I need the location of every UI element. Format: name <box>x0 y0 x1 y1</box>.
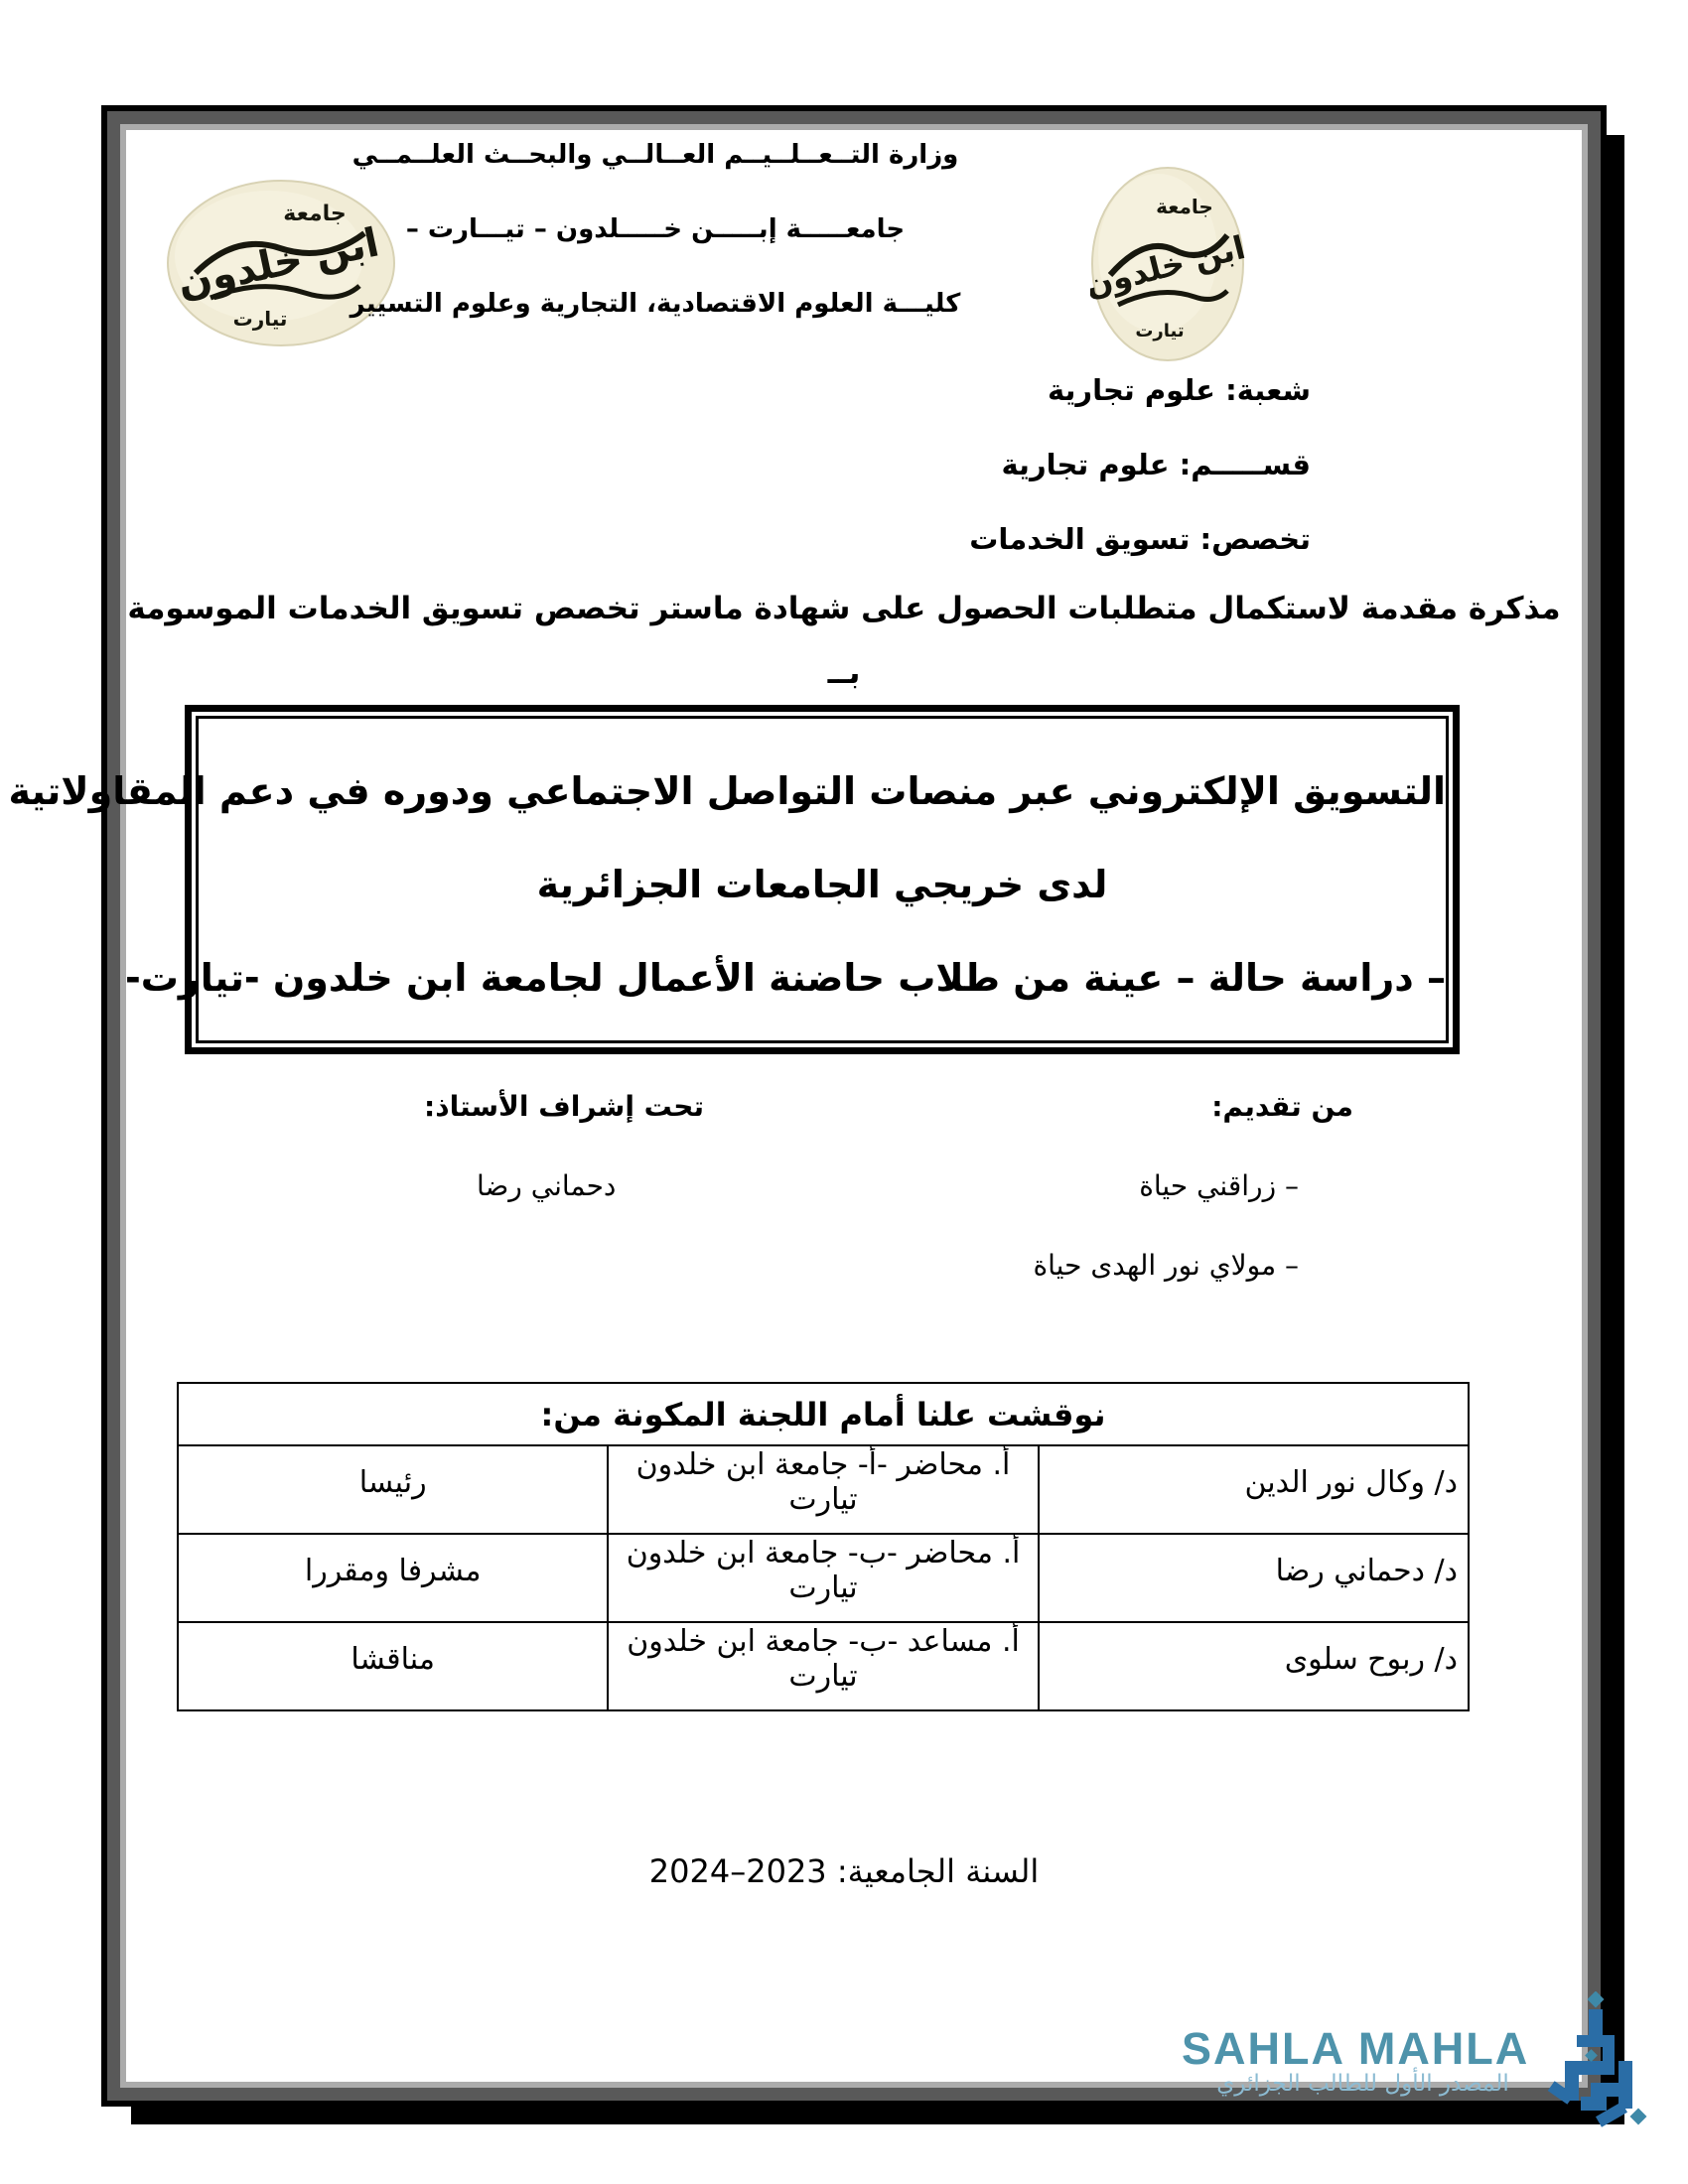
committee-member-grade: أ. محاضر -أ- جامعة ابن خلدون تيارت <box>608 1445 1038 1534</box>
thesis-intro-sentence: مذكرة مقدمة لاستكمال متطلبات الحصول على شهادة ماستر تخصص تسويق الخدمات الموسومة <box>127 591 1561 626</box>
page-border-frame <box>8 111 1601 2101</box>
committee-member-name: د/ وكال نور الدين <box>1039 1445 1469 1534</box>
branch-line: شعبة: علوم تجارية <box>1047 373 1311 407</box>
thesis-title-box-inner <box>8 716 1449 1043</box>
thesis-intro-suffix: بــ <box>827 655 861 691</box>
thesis-title-line-3: – دراسة حالة – عينة من طلاب حاضنة الأعمال لجامعة ابن خلدون -تيارت- <box>124 956 1446 1000</box>
faculty-line: كليـــة العلوم الاقتصادية، التجارية وعلوم التسيير <box>350 289 961 319</box>
academic-year: السنة الجامعية: 2023–2024 <box>648 1852 1040 1890</box>
supervisor-label: تحت إشراف الأستاذ: <box>424 1090 704 1123</box>
thesis-title-line-1: التسويق الإلكتروني عبر منصات التواصل الاجتماعي ودوره في دعم المقاولاتية <box>8 769 1446 813</box>
table-row <box>178 1534 1469 1622</box>
ministry-line: وزارة التــعــلــيــم العــالــي والبحــث العلــمــي <box>352 140 959 170</box>
committee-member-role: مناقشا <box>178 1622 608 1710</box>
supervisor-name: دحماني رضا <box>477 1169 617 1202</box>
seal-word-top: جامعة <box>283 202 347 226</box>
committee-title-row <box>178 1383 1469 1445</box>
presented-by-label: من تقديم: <box>1211 1090 1353 1123</box>
thesis-title-box <box>8 705 1460 1054</box>
student-name-1: – زراقني حياة <box>1139 1169 1299 1202</box>
watermark-kufic-logo-icon <box>1537 1991 1656 2139</box>
specialty-line: تخصص: تسويق الخدمات <box>969 522 1311 556</box>
watermark-logo-graphic <box>1537 1991 1656 2135</box>
committee-member-grade: أ. مساعد -ب- جامعة ابن خلدون تيارت <box>608 1622 1038 1710</box>
seal-word-top: جامعة <box>1156 195 1213 218</box>
committee-title: نوقشت علنا أمام اللجنة المكونة من: <box>178 1383 1469 1445</box>
document-header <box>119 135 1192 358</box>
committee-member-name: د/ دحماني رضا <box>1039 1534 1469 1622</box>
table-row <box>178 1445 1469 1534</box>
seal-word-main: ابن خلدون <box>1090 227 1245 305</box>
committee-member-name: د/ ربوح سلوى <box>1039 1622 1469 1710</box>
university-line: جامعـــــة إبـــــن خـــــلدون – تيـــارت – <box>405 214 906 244</box>
watermark-tagline: المصدر الأول للطالب الجزائري <box>1216 2071 1509 2097</box>
seal-word-bottom: تيارت <box>1135 321 1185 341</box>
committee-member-role: رئيسا <box>178 1445 608 1534</box>
committee-table <box>177 1382 1470 1711</box>
thesis-title-line-2: لدى خريجي الجامعات الجزائرية <box>536 863 1108 906</box>
watermark-brand-text: SAHLA MAHLA <box>1182 2023 1530 2074</box>
committee-member-grade: أ. محاضر -ب- جامعة ابن خلدون تيارت <box>608 1534 1038 1622</box>
committee-member-role: مشرفا ومقررا <box>178 1534 608 1622</box>
seal-word-main: ابن خلدون <box>173 219 383 308</box>
department-line: قســـــم: علوم تجارية <box>1001 448 1311 481</box>
student-name-2: – مولاي نور الهدى حياة <box>1033 1249 1299 1282</box>
seal-word-bottom: تيارت <box>232 307 288 331</box>
table-row <box>178 1622 1469 1710</box>
program-info <box>969 369 1311 593</box>
